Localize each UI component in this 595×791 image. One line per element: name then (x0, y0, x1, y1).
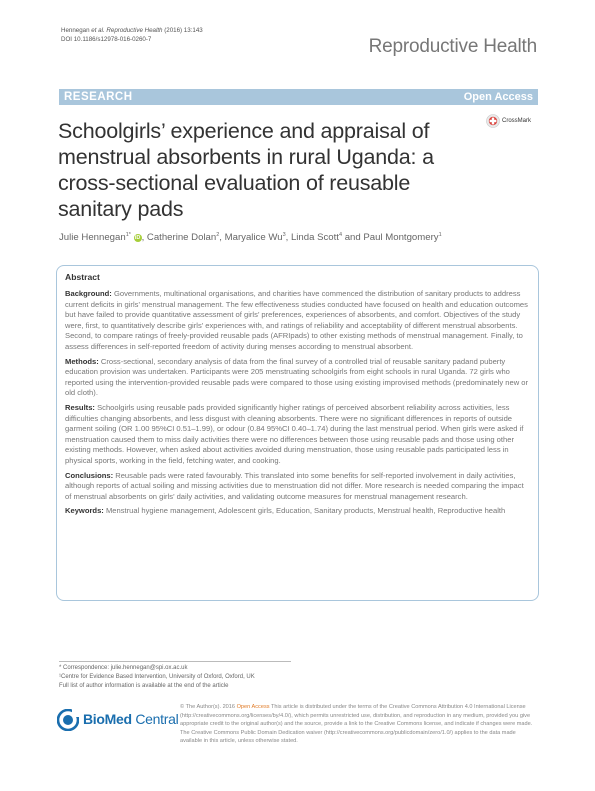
footnote-divider (59, 661, 291, 662)
article-title: Schoolgirls’ experience and appraisal of menstrual absorbents in rural Uganda: a cross-sectional evaluation of reusable sanitary pads (58, 119, 434, 221)
author-affiliation: 1* (125, 232, 131, 238)
background-text: Governments, multinational organisations, and charities have commenced the distribution of sanitary products to address current deficits in girls’ menstrual management. The few effectiveness studies conducted have focused on health and education outcomes but have failed to provide quantitative assessment of girls’ preferences, experiences of absorbents, and comfort. Objectives of the study were, first, to quantitatively describe girls’ experiences with, and ratings of reliability and acceptability of different menstrual absorbents. Second, to compare ratings of freely-provided reusable pads (AFRIpads) to other existing methods of menstrual management. Finally, to assess differences in self-reported freedom of activity during menses according to menstrual absorbent. (65, 289, 528, 351)
publisher-logo[interactable] (57, 709, 178, 731)
orcid-icon[interactable]: iD (134, 235, 141, 242)
methods-text: Cross-sectional, secondary analysis of data from the final survey of a controlled trial of reusable sanitary padand puberty education provision was undertaken. Participants were 205 menstruating schoolgirls from eight schools in rural Uganda. 72 girls who reported using the intervention-provided reusable pads were compared to those using existing improvised methods (predominately new or old cloth). (65, 356, 529, 398)
author-affiliation: 4 (338, 232, 343, 238)
logo-light-text: Central (131, 711, 179, 727)
conclusions-label: Conclusions: (65, 470, 114, 480)
author-name[interactable]: , Linda Scott (285, 232, 339, 244)
author-name[interactable]: , Catherine Dolan (141, 232, 217, 244)
correspondence-note[interactable]: * Correspondence: julie.hennegan@spi.ox.ac.uk (59, 665, 188, 671)
keywords-text: Menstrual hygiene management, Adolescent girls, Education, Sanitary products, Menstrual health, Reproductive health (103, 506, 506, 516)
abstract-conclusions (65, 471, 530, 503)
citation-line (61, 27, 203, 36)
results-label: Results: (65, 402, 95, 412)
footnotes (59, 664, 255, 692)
crossmark-icon (486, 114, 500, 128)
license-notice (180, 703, 535, 746)
citation-block (61, 27, 203, 44)
author-info-note: Full list of author information is available at the end of the article (59, 683, 229, 690)
copyright-text: © The Author(s). 2016 (180, 704, 237, 710)
author-name[interactable]: Julie Hennegan (59, 232, 126, 244)
article-type-label: RESEARCH (64, 91, 133, 103)
abstract-keywords (65, 506, 530, 517)
citation-authors: Hennegan (61, 27, 90, 34)
crossmark-badge[interactable] (486, 114, 531, 128)
author-affiliation: 1 (438, 232, 442, 238)
abstract-background (65, 289, 530, 353)
open-access-label: Open Access (463, 91, 533, 103)
citation-et-al: et al. (89, 27, 107, 34)
license-text: This article is distributed under the terms of the Creative Commons Attribution 4.0 International License (http://creativecommons.org/licenses/by/4.0/), which permits unrestricted use, distribution, and reproduction in any medium, provided you give appropriate credit to the original author(s) and the source, provide a link to the Creative Commons license, and indicate if changes were made. The Creative Commons Public Domain Dedication waiver (http://creativecommons.org/publicdomain/zero/1.0/) applies to the data made available in this article, unless otherwise stated. (180, 704, 533, 744)
section-banner (59, 89, 538, 105)
journal-name: Reproductive Health (368, 36, 537, 57)
abstract-heading: Abstract (65, 272, 100, 282)
citation-volume: (2016) 13:143 (162, 27, 203, 34)
abstract-results (65, 403, 530, 467)
author-name[interactable]: , Maryalice Wu (219, 232, 283, 244)
citation-journal: Reproductive Health (106, 27, 163, 34)
abstract-box (56, 265, 539, 601)
author-affiliation: 3 (282, 232, 286, 238)
abstract-methods (65, 357, 530, 399)
author-list (59, 232, 442, 243)
methods-label: Methods: (65, 356, 99, 366)
author-name[interactable]: and Paul Montgomery (342, 232, 439, 244)
crossmark-label: CrossMark (502, 118, 532, 124)
author-affiliation: 2 (216, 232, 220, 238)
doi-line[interactable]: DOI 10.1186/s12978-016-0260-7 (61, 35, 152, 43)
keywords-label: Keywords: (65, 506, 104, 516)
affiliation-note: ¹Centre for Evidence Based Intervention, University of Oxford, Oxford, UK (59, 674, 255, 681)
conclusions-text: Reusable pads were rated favourably. This translated into some benefits for self-reported involvement in daily activities, although reports of actual soiling and missing activities due to menstruation did not differ. More research is needed comparing the impact of menstrual absorbents on girls’ daily activities, and validating outcome measures for menstrual management research. (65, 470, 524, 501)
biomed-central-icon (57, 709, 79, 731)
license-open-access: Open Access (236, 704, 270, 710)
background-label: Background: (65, 289, 112, 298)
logo-bold-text: BioMed (83, 711, 132, 727)
results-text: Schoolgirls using reusable pads provided significantly higher ratings of perceived absorbent reliability across activities, less difficulties changing absorbents, and less disgust with cleaning absorbents. There were no significant differences in reports of outside garment soiling (OR 1.00 95%CI 0.51–1.99), or odour (0.84 95%CI 0.40–1.74) during the last menstrual period. When girls were asked if menstruation caused them to miss daily activities there were no differences between those using reusable pads and those using other existing methods. However, when asked about activities avoided during menstruation, those using reusable pads participated less in physical sports, working in the field, fetching water, and cooking. (65, 402, 524, 465)
